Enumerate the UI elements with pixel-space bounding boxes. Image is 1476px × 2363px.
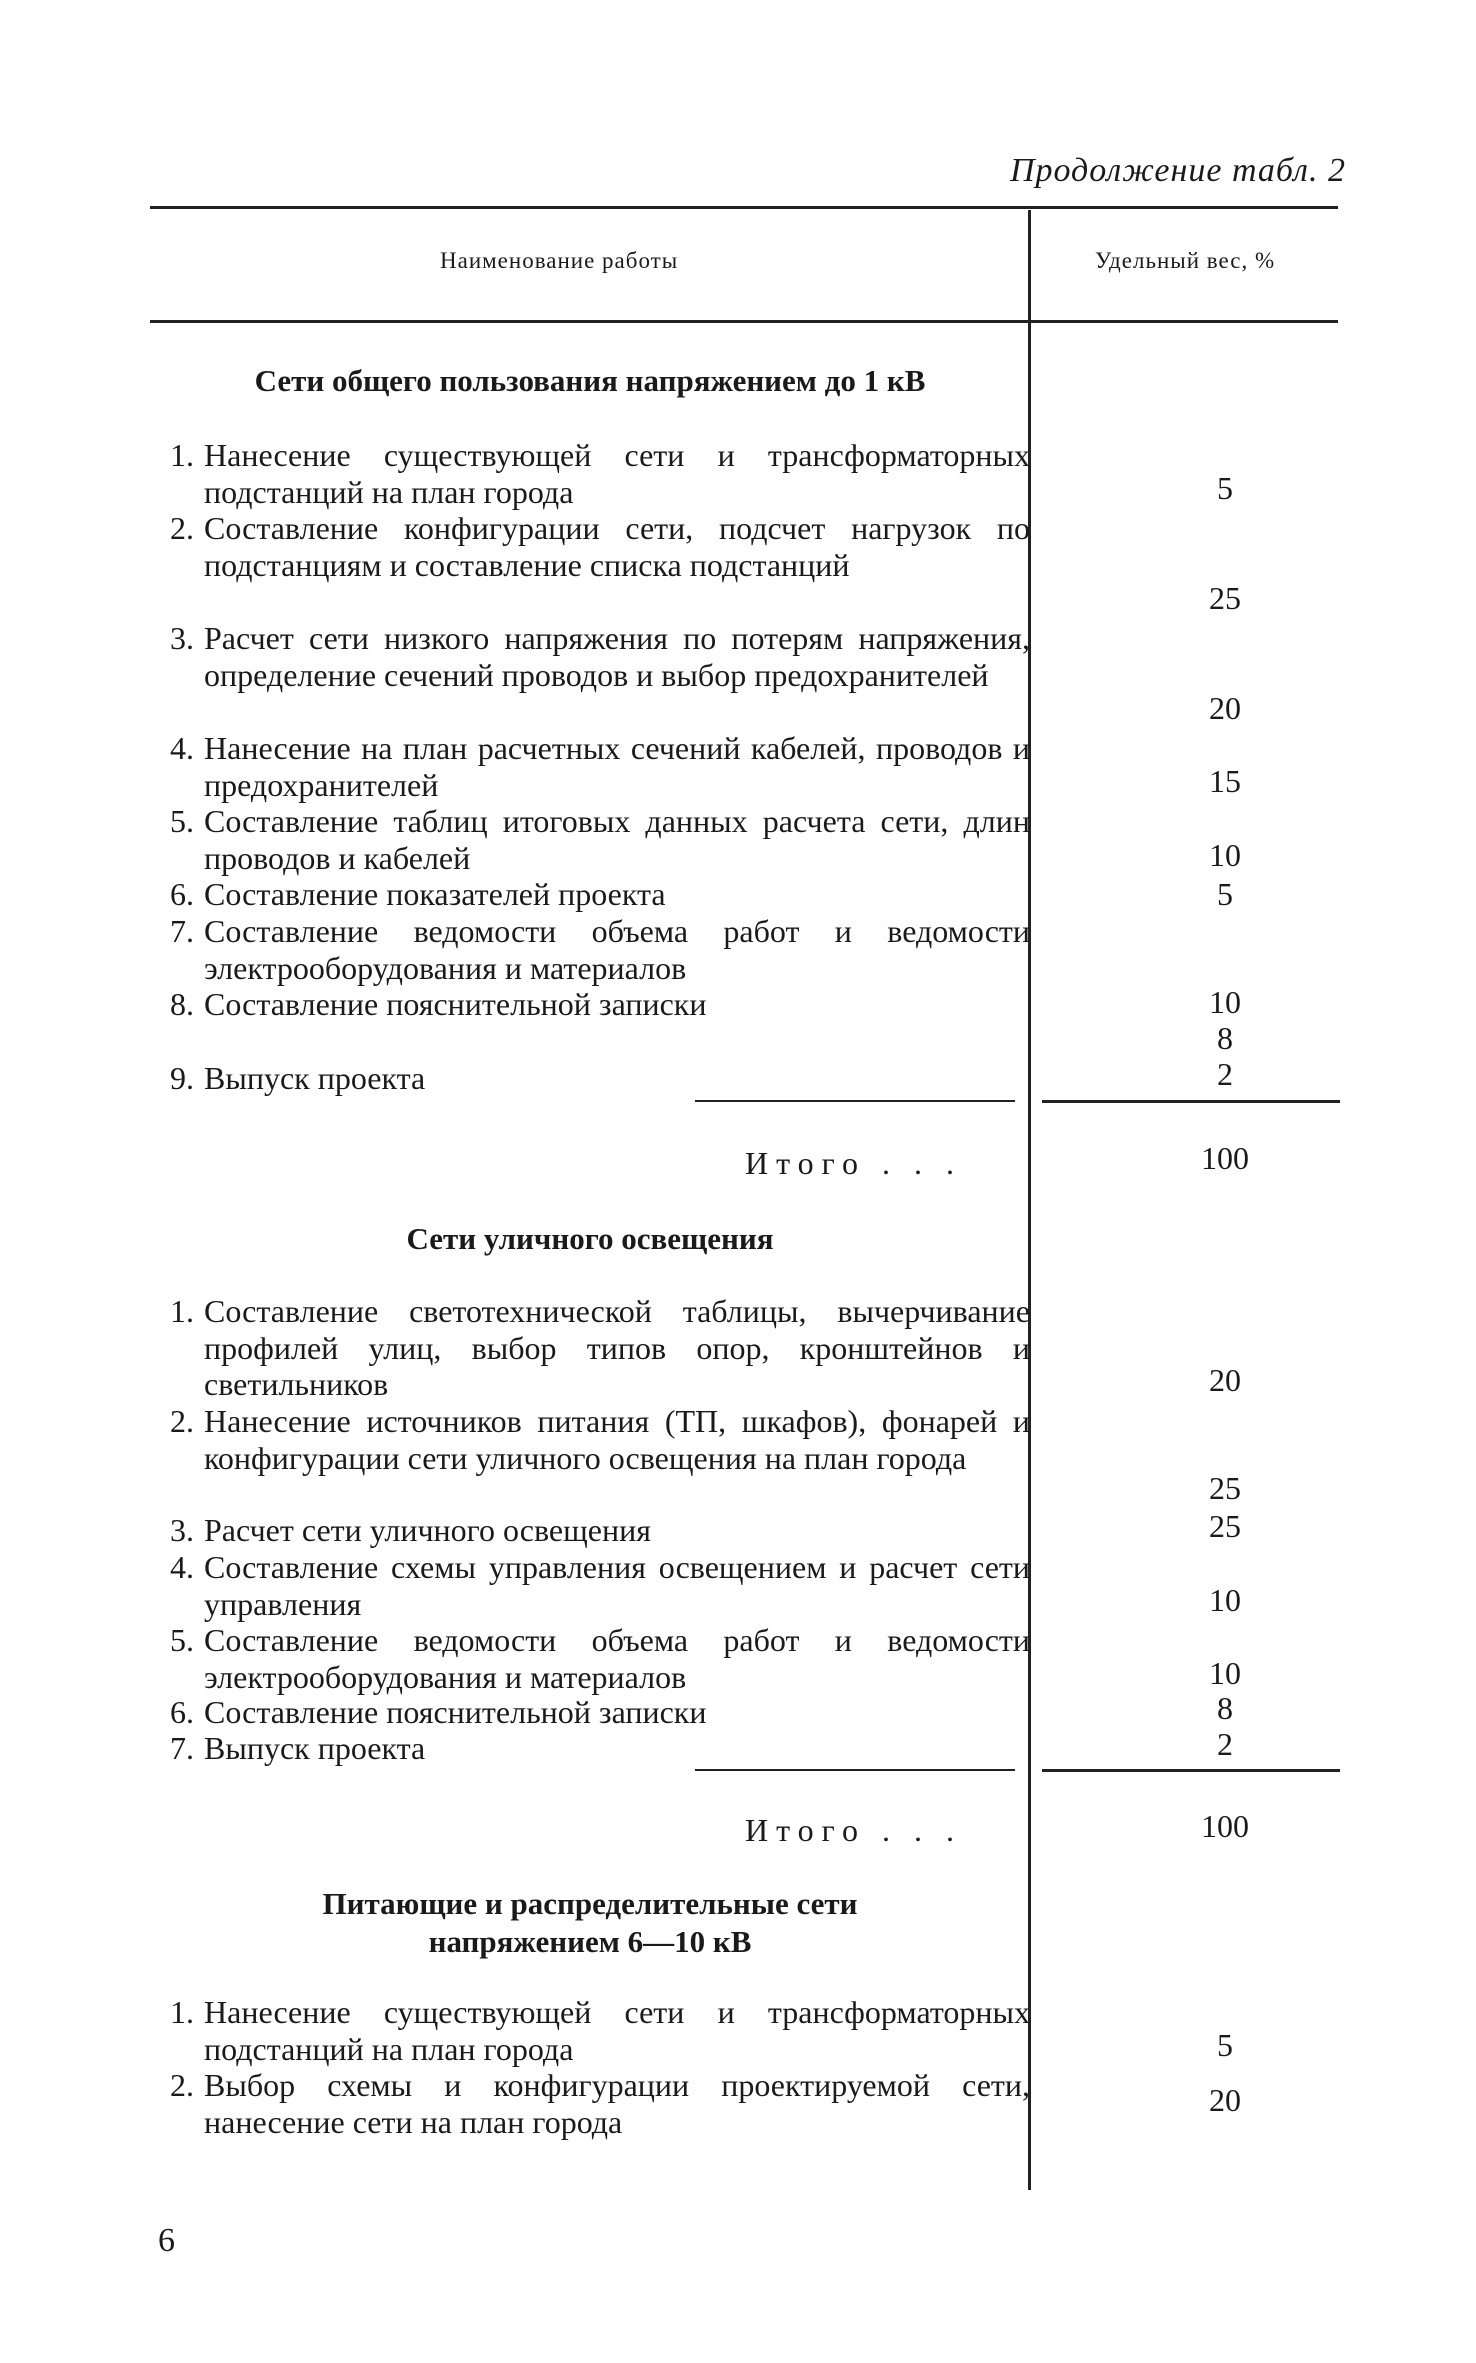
item-number: 1. bbox=[170, 1994, 194, 2030]
list-item bbox=[150, 2067, 1030, 2140]
item-text: Составление светотехнической таблицы, вычерчивание профилей улиц, выбор типов опор, кронштейнов и светильников bbox=[204, 1293, 1030, 1402]
total-value: 100 bbox=[1201, 1808, 1249, 1844]
item-text: Нанесение на план расчетных сечений кабелей, проводов и предохранителей bbox=[204, 730, 1030, 803]
list-item bbox=[150, 730, 1030, 803]
total-value: 100 bbox=[1201, 1140, 1249, 1176]
item-text: Выпуск проекта bbox=[204, 1730, 426, 1766]
item-value: 10 bbox=[1209, 984, 1241, 1020]
list-item bbox=[150, 620, 1030, 693]
sum-rule-left bbox=[695, 1100, 1015, 1102]
sum-rule-left bbox=[695, 1769, 1015, 1771]
item-text: Составление конфигурации сети, подсчет нагрузок по подстанциям и составление списка подстанций bbox=[204, 510, 1030, 583]
item-text: Выпуск проекта bbox=[204, 1060, 426, 1096]
item-text: Нанесение существующей сети и трансформаторных подстанций на план города bbox=[204, 437, 1030, 510]
table-top-rule bbox=[150, 206, 1338, 209]
item-number: 3. bbox=[170, 1512, 194, 1548]
list-item bbox=[150, 1512, 1030, 1549]
list-item bbox=[150, 437, 1030, 510]
total-label: Итого . . . bbox=[745, 1812, 962, 1848]
item-text: Расчет сети уличного освещения bbox=[204, 1512, 651, 1548]
item-value: 10 bbox=[1209, 1655, 1241, 1691]
item-text: Составление показателей проекта bbox=[204, 876, 666, 912]
list-item bbox=[150, 986, 1030, 1023]
list-item bbox=[150, 1060, 1030, 1097]
list-item bbox=[150, 1403, 1030, 1476]
list-item bbox=[150, 510, 1030, 583]
item-number: 4. bbox=[170, 730, 194, 766]
list-item bbox=[150, 1622, 1030, 1695]
item-number: 5. bbox=[170, 1622, 194, 1658]
list-item bbox=[150, 803, 1030, 876]
item-value: 5 bbox=[1217, 470, 1233, 506]
total-label: Итого . . . bbox=[745, 1145, 962, 1181]
item-value: 5 bbox=[1217, 876, 1233, 912]
item-number: 3. bbox=[170, 620, 194, 656]
item-number: 4. bbox=[170, 1549, 194, 1585]
item-value: 25 bbox=[1209, 1470, 1241, 1506]
item-number: 6. bbox=[170, 1694, 194, 1730]
item-number: 2. bbox=[170, 510, 194, 546]
item-value: 2 bbox=[1217, 1726, 1233, 1762]
item-value: 20 bbox=[1209, 1362, 1241, 1398]
table-continuation-caption: Продолжение табл. 2 bbox=[1009, 152, 1346, 189]
list-item bbox=[150, 1549, 1030, 1622]
item-value: 10 bbox=[1209, 1582, 1241, 1618]
item-text: Составление схемы управления освещением и расчет сети управления bbox=[204, 1549, 1030, 1622]
item-number: 7. bbox=[170, 913, 194, 949]
item-value: 10 bbox=[1209, 837, 1241, 873]
list-item bbox=[150, 1994, 1030, 2067]
sum-rule-right bbox=[1042, 1100, 1340, 1103]
item-value: 2 bbox=[1217, 1056, 1233, 1092]
item-number: 1. bbox=[170, 437, 194, 473]
list-item bbox=[150, 1293, 1030, 1403]
item-text: Составление пояснительной записки bbox=[204, 1694, 707, 1730]
item-number: 8. bbox=[170, 986, 194, 1022]
header-bottom-rule bbox=[150, 320, 1338, 323]
item-value: 25 bbox=[1209, 1508, 1241, 1544]
section-title: Сети общего пользования напряжением до 1 кВ bbox=[254, 363, 926, 398]
item-value: 20 bbox=[1209, 2082, 1241, 2118]
item-text: Составление пояснительной записки bbox=[204, 986, 707, 1022]
item-number: 7. bbox=[170, 1730, 194, 1766]
item-value: 20 bbox=[1209, 690, 1241, 726]
item-value: 8 bbox=[1217, 1020, 1233, 1056]
item-number: 5. bbox=[170, 803, 194, 839]
column-header-name: Наименование работы bbox=[440, 248, 679, 273]
item-text: Нанесение существующей сети и трансформаторных подстанций на план города bbox=[204, 1994, 1030, 2067]
list-item bbox=[150, 1694, 1030, 1731]
item-number: 9. bbox=[170, 1060, 194, 1096]
section-title: Сети уличного освещения bbox=[406, 1221, 774, 1256]
item-value: 8 bbox=[1217, 1690, 1233, 1726]
item-value: 5 bbox=[1217, 2027, 1233, 2063]
item-text: Выбор схемы и конфигурации проектируемой сети, нанесение сети на план города bbox=[204, 2067, 1030, 2140]
column-header-weight: Удельный вес, % bbox=[1095, 248, 1276, 273]
item-text: Составление ведомости объема работ и ведомости электрооборудования и материалов bbox=[204, 913, 1030, 986]
list-item bbox=[150, 876, 1030, 913]
item-number: 2. bbox=[170, 2067, 194, 2103]
sum-rule-right bbox=[1042, 1769, 1340, 1772]
item-value: 25 bbox=[1209, 580, 1241, 616]
section-title: Питающие и распределительные сети напряжением 6—10 кВ bbox=[322, 1886, 858, 1959]
item-number: 1. bbox=[170, 1293, 194, 1329]
list-item bbox=[150, 1730, 1030, 1767]
item-number: 6. bbox=[170, 876, 194, 912]
item-text: Составление таблиц итоговых данных расчета сети, длин проводов и кабелей bbox=[204, 803, 1030, 876]
page-number: 6 bbox=[158, 2222, 175, 2259]
item-value: 15 bbox=[1209, 763, 1241, 799]
item-text: Составление ведомости объема работ и ведомости электрооборудования и материалов bbox=[204, 1622, 1030, 1695]
item-number: 2. bbox=[170, 1403, 194, 1439]
item-text: Нанесение источников питания (ТП, шкафов), фонарей и конфигурации сети уличного освещения на план города bbox=[204, 1403, 1030, 1476]
item-text: Расчет сети низкого напряжения по потерям напряжения, определение сечений проводов и выбор предохранителей bbox=[204, 620, 1030, 693]
list-item bbox=[150, 913, 1030, 986]
